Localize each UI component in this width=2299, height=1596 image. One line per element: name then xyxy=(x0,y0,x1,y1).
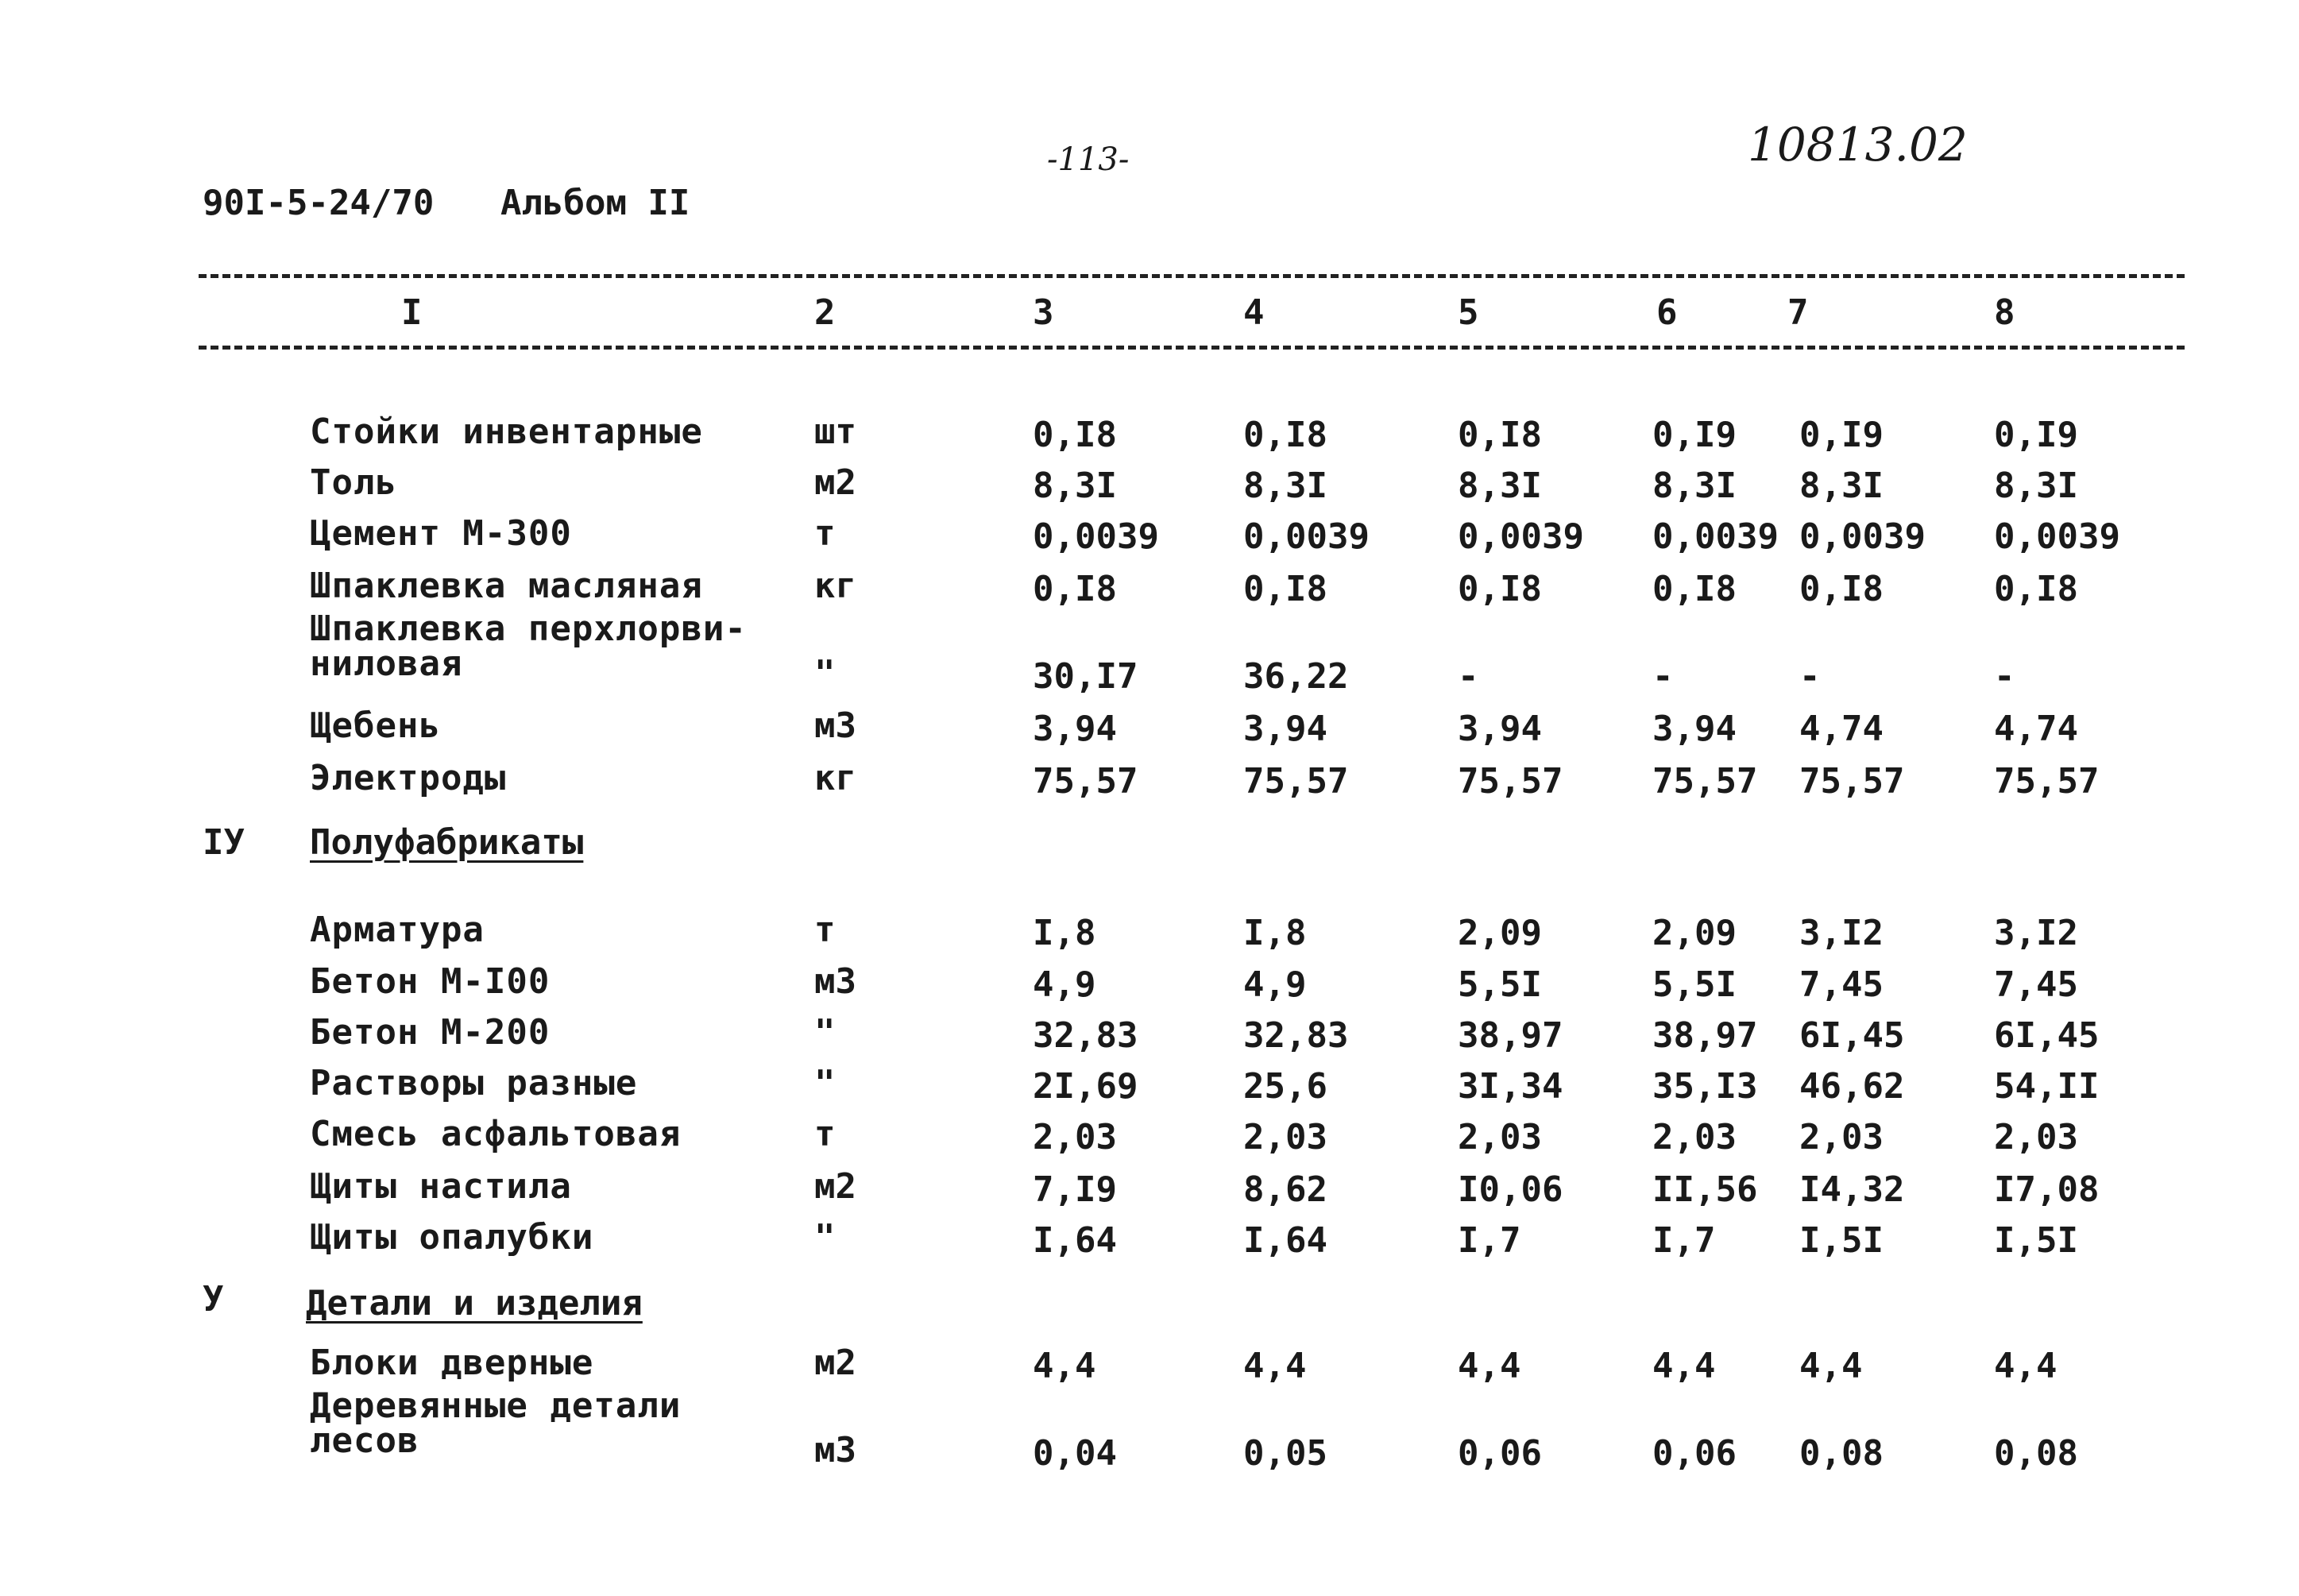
value-cell-col7: 4,4 xyxy=(1799,1346,1863,1386)
unit-cell: шт xyxy=(814,412,856,452)
value-cell-col3: 2I,69 xyxy=(1033,1066,1138,1107)
material-name: Бетон М-I00 xyxy=(310,961,551,1002)
unit-cell: т xyxy=(814,513,836,554)
value-cell-col6: II,56 xyxy=(1652,1169,1758,1210)
unit-cell: м2 xyxy=(814,1166,856,1207)
value-cell-col8: 2,03 xyxy=(1994,1117,2078,1157)
value-cell-col7: 6I,45 xyxy=(1799,1015,1905,1056)
material-name: Бетон М-200 xyxy=(310,1012,551,1053)
section-number-5: У xyxy=(203,1279,224,1320)
value-cell-col5: 4,4 xyxy=(1458,1346,1521,1386)
value-cell-col6: 2,09 xyxy=(1652,913,1737,953)
column-header-5: 5 xyxy=(1458,292,1479,333)
section-number-4: IУ xyxy=(203,822,245,863)
value-cell-col4: 0,0039 xyxy=(1243,516,1370,557)
value-cell-col6: 5,5I xyxy=(1652,964,1737,1005)
value-cell-col3: 32,83 xyxy=(1033,1015,1138,1056)
page-number: -113- xyxy=(1047,141,1130,178)
unit-cell: т xyxy=(814,1114,836,1154)
material-name: Цемент М-300 xyxy=(310,513,572,554)
value-cell-col3: 7,I9 xyxy=(1033,1169,1117,1210)
value-cell-col3: 0,I8 xyxy=(1033,569,1117,609)
value-cell-col4: 4,9 xyxy=(1243,964,1307,1005)
value-cell-col5: 2,09 xyxy=(1458,913,1542,953)
value-cell-col5: 0,I8 xyxy=(1458,569,1542,609)
column-header-3: 3 xyxy=(1033,292,1054,333)
value-cell-col5: 38,97 xyxy=(1458,1015,1563,1056)
material-name: Шпаклевка масляная xyxy=(310,566,703,606)
value-cell-col7: I4,32 xyxy=(1799,1169,1905,1210)
value-cell-col5: 3,94 xyxy=(1458,709,1542,749)
value-cell-col4: I,64 xyxy=(1243,1220,1327,1261)
value-cell-col3: 30,I7 xyxy=(1033,656,1138,697)
unit-cell: " xyxy=(814,1012,836,1053)
value-cell-col4: 36,22 xyxy=(1243,656,1349,697)
header-top-rule xyxy=(199,274,2185,278)
value-cell-col5: - xyxy=(1458,656,1479,697)
value-cell-col4: 32,83 xyxy=(1243,1015,1349,1056)
value-cell-col5: 0,06 xyxy=(1458,1433,1542,1474)
value-cell-col8: 54,II xyxy=(1994,1066,2100,1107)
value-cell-col3: I,8 xyxy=(1033,913,1096,953)
value-cell-col6: 0,I9 xyxy=(1652,415,1737,455)
material-name: Электроды xyxy=(310,758,507,798)
value-cell-col4: 8,62 xyxy=(1243,1169,1327,1210)
value-cell-col6: 0,0039 xyxy=(1652,516,1779,557)
value-cell-col4: I,8 xyxy=(1243,913,1307,953)
value-cell-col8: 0,0039 xyxy=(1994,516,2120,557)
value-cell-col8: 0,I8 xyxy=(1994,569,2078,609)
value-cell-col6: I,7 xyxy=(1652,1220,1716,1261)
value-cell-col5: 3I,34 xyxy=(1458,1066,1563,1107)
unit-cell: " xyxy=(814,653,836,694)
value-cell-col3: 2,03 xyxy=(1033,1117,1117,1157)
value-cell-col8: 75,57 xyxy=(1994,761,2100,802)
column-header-4: 4 xyxy=(1243,292,1265,333)
value-cell-col5: 8,3I xyxy=(1458,466,1542,506)
value-cell-col7: 7,45 xyxy=(1799,964,1884,1005)
reference-number: 10813.02 xyxy=(1748,118,1968,172)
unit-cell: м3 xyxy=(814,705,856,746)
unit-cell: кг xyxy=(814,758,856,798)
value-cell-col7: 0,08 xyxy=(1799,1433,1884,1474)
value-cell-col7: 46,62 xyxy=(1799,1066,1905,1107)
value-cell-col6: 75,57 xyxy=(1652,761,1758,802)
value-cell-col5: I,7 xyxy=(1458,1220,1521,1261)
value-cell-col5: 0,I8 xyxy=(1458,415,1542,455)
value-cell-col3: 4,4 xyxy=(1033,1346,1096,1386)
material-name: Стойки инвентарные xyxy=(310,412,703,452)
value-cell-col5: 5,5I xyxy=(1458,964,1542,1005)
value-cell-col4: 0,05 xyxy=(1243,1433,1327,1474)
value-cell-col3: 3,94 xyxy=(1033,709,1117,749)
column-header-8: 8 xyxy=(1994,292,2015,333)
value-cell-col6: 35,I3 xyxy=(1652,1066,1758,1107)
unit-cell: м3 xyxy=(814,961,856,1002)
value-cell-col6: 0,06 xyxy=(1652,1433,1737,1474)
column-header-1: I xyxy=(401,292,423,333)
material-name: Блоки дверные xyxy=(310,1343,594,1383)
unit-cell: кг xyxy=(814,566,856,606)
value-cell-col6: 4,4 xyxy=(1652,1346,1716,1386)
material-name: Арматура xyxy=(310,910,485,950)
unit-cell: " xyxy=(814,1063,836,1103)
value-cell-col8: I7,08 xyxy=(1994,1169,2100,1210)
header-bottom-rule xyxy=(199,346,2185,350)
column-header-6: 6 xyxy=(1656,292,1678,333)
material-name-continued: ниловая xyxy=(310,643,463,684)
value-cell-col7: 3,I2 xyxy=(1799,913,1884,953)
material-name-continued: лесов xyxy=(310,1420,419,1461)
value-cell-col7: 8,3I xyxy=(1799,466,1884,506)
value-cell-col8: - xyxy=(1994,656,2015,697)
value-cell-col7: 4,74 xyxy=(1799,709,1884,749)
section-title-5: Детали и изделия xyxy=(306,1283,643,1324)
document-code: 90I-5-24/70 xyxy=(203,183,435,223)
value-cell-col3: 8,3I xyxy=(1033,466,1117,506)
value-cell-col4: 0,I8 xyxy=(1243,415,1327,455)
material-name: Щиты опалубки xyxy=(310,1217,594,1258)
value-cell-col4: 3,94 xyxy=(1243,709,1327,749)
value-cell-col8: 4,74 xyxy=(1994,709,2078,749)
value-cell-col7: I,5I xyxy=(1799,1220,1884,1261)
value-cell-col8: 3,I2 xyxy=(1994,913,2078,953)
value-cell-col8: 8,3I xyxy=(1994,466,2078,506)
value-cell-col8: 0,08 xyxy=(1994,1433,2078,1474)
material-name: Растворы разные xyxy=(310,1063,638,1103)
value-cell-col8: 4,4 xyxy=(1994,1346,2058,1386)
material-name: Деревянные детали xyxy=(310,1385,682,1426)
value-cell-col3: 0,I8 xyxy=(1033,415,1117,455)
value-cell-col5: I0,06 xyxy=(1458,1169,1563,1210)
value-cell-col4: 0,I8 xyxy=(1243,569,1327,609)
value-cell-col7: 0,0039 xyxy=(1799,516,1926,557)
value-cell-col3: 0,0039 xyxy=(1033,516,1159,557)
value-cell-col6: - xyxy=(1652,656,1674,697)
value-cell-col4: 8,3I xyxy=(1243,466,1327,506)
value-cell-col8: 0,I9 xyxy=(1994,415,2078,455)
value-cell-col5: 75,57 xyxy=(1458,761,1563,802)
section-title-4: Полуфабрикаты xyxy=(310,822,584,863)
value-cell-col4: 4,4 xyxy=(1243,1346,1307,1386)
unit-cell: т xyxy=(814,910,836,950)
value-cell-col6: 8,3I xyxy=(1652,466,1737,506)
value-cell-col6: 3,94 xyxy=(1652,709,1737,749)
column-header-7: 7 xyxy=(1787,292,1809,333)
unit-cell: м2 xyxy=(814,1343,856,1383)
value-cell-col7: - xyxy=(1799,656,1821,697)
value-cell-col6: 2,03 xyxy=(1652,1117,1737,1157)
value-cell-col6: 38,97 xyxy=(1652,1015,1758,1056)
unit-cell: м2 xyxy=(814,462,856,503)
value-cell-col3: 75,57 xyxy=(1033,761,1138,802)
value-cell-col3: 4,9 xyxy=(1033,964,1096,1005)
value-cell-col6: 0,I8 xyxy=(1652,569,1737,609)
column-header-2: 2 xyxy=(814,292,836,333)
value-cell-col7: 2,03 xyxy=(1799,1117,1884,1157)
value-cell-col7: 75,57 xyxy=(1799,761,1905,802)
material-name: Щиты настила xyxy=(310,1166,572,1207)
value-cell-col8: 7,45 xyxy=(1994,964,2078,1005)
unit-cell: м3 xyxy=(814,1430,856,1470)
material-name: Шпаклевка перхлорви- xyxy=(310,609,747,649)
material-name: Щебень xyxy=(310,705,441,746)
album-label: Альбом II xyxy=(500,183,690,223)
material-name: Смесь асфальтовая xyxy=(310,1114,682,1154)
value-cell-col7: 0,I8 xyxy=(1799,569,1884,609)
value-cell-col4: 75,57 xyxy=(1243,761,1349,802)
value-cell-col3: I,64 xyxy=(1033,1220,1117,1261)
value-cell-col4: 25,6 xyxy=(1243,1066,1327,1107)
value-cell-col8: I,5I xyxy=(1994,1220,2078,1261)
value-cell-col3: 0,04 xyxy=(1033,1433,1117,1474)
value-cell-col7: 0,I9 xyxy=(1799,415,1884,455)
value-cell-col8: 6I,45 xyxy=(1994,1015,2100,1056)
unit-cell: " xyxy=(814,1217,836,1258)
value-cell-col4: 2,03 xyxy=(1243,1117,1327,1157)
material-name: Толь xyxy=(310,462,397,503)
value-cell-col5: 2,03 xyxy=(1458,1117,1542,1157)
value-cell-col5: 0,0039 xyxy=(1458,516,1584,557)
